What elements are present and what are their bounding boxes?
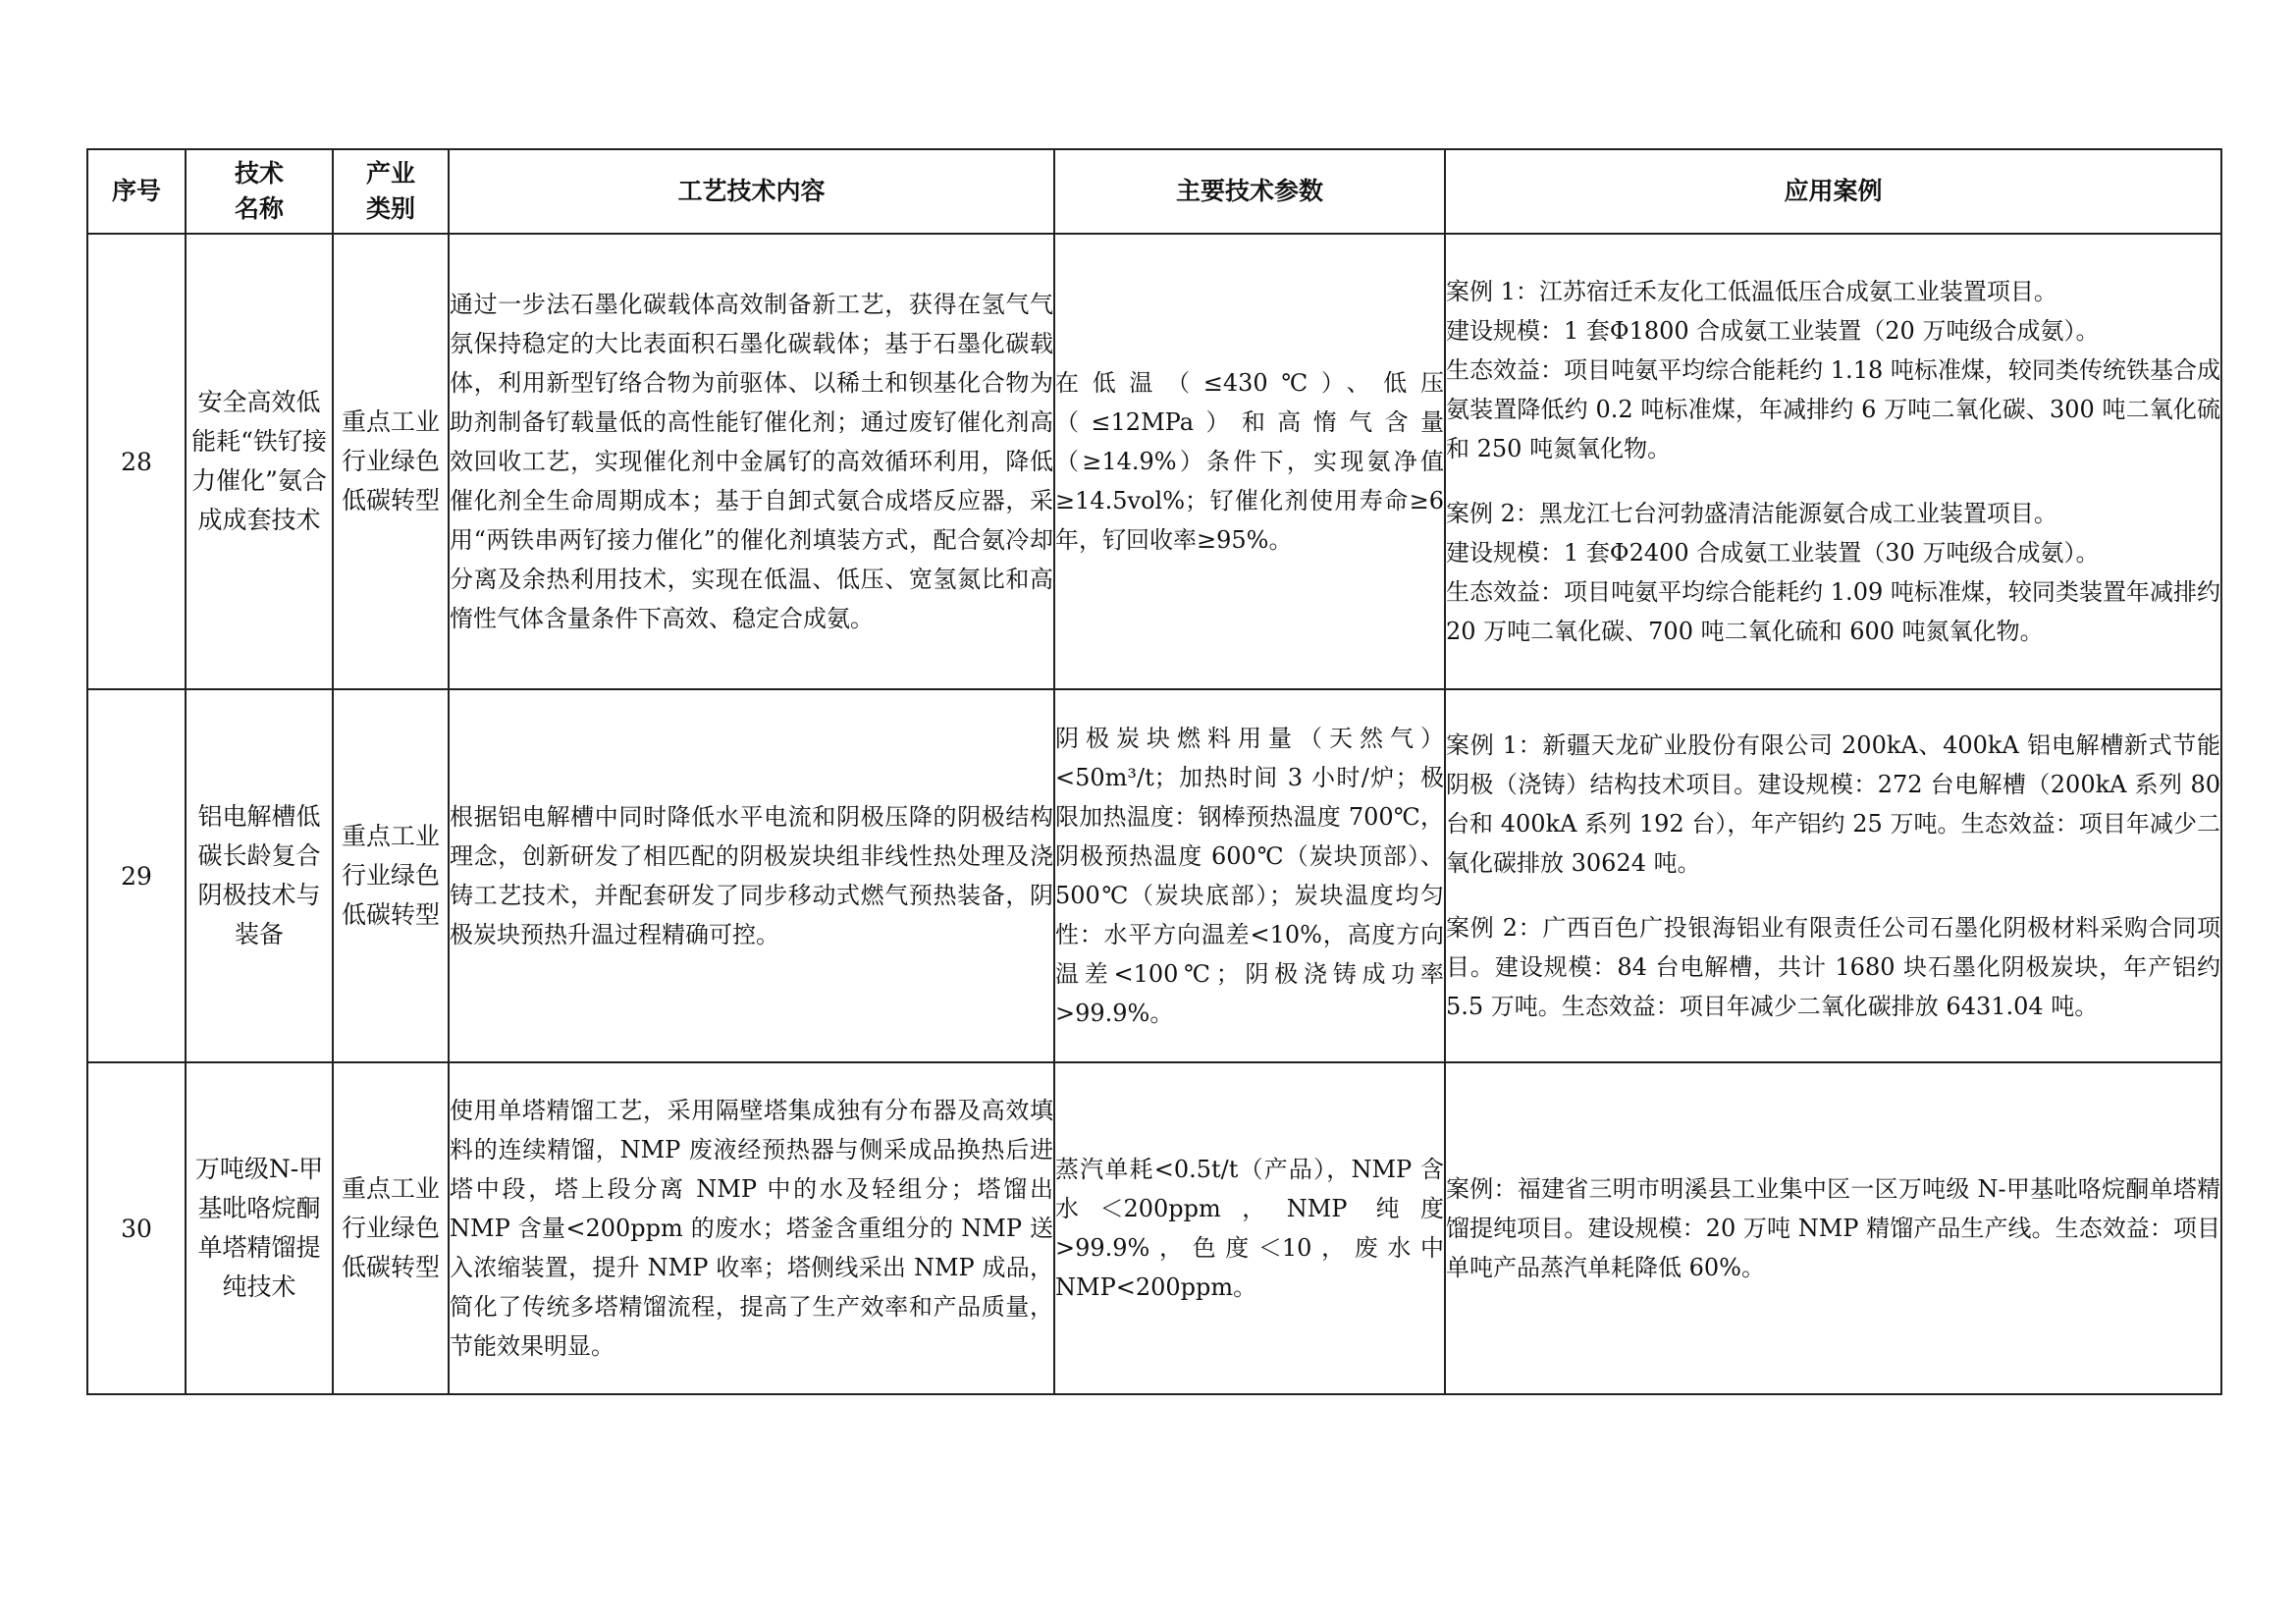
table-row — [87, 689, 2221, 1062]
header-type: 产业 类别 — [333, 149, 449, 234]
case-title: 案例 2：广西百色广投银海铝业有限责任公司石墨化阴极材料采购合同项目。 — [1446, 914, 2220, 981]
case-benefit: 生态效益：项目吨氨平均综合能耗约 1.09 吨标准煤，较同类装置年减排约 20 万吨二氧化碳、700 吨二氧化硫和 600 吨氮氧化物。 — [1446, 578, 2220, 645]
case-scale: 建设规模：84 台电解槽，共计 1680 块石墨化阴极炭块，年产铝约 5.5 万吨。 — [1446, 953, 2220, 1020]
case-scale: 建设规模：20 万吨 NMP 精馏产品生产线。 — [1587, 1215, 2056, 1242]
application-cases — [1445, 234, 2221, 689]
technical-parameters: 蒸汽单耗<0.5t/t（产品），NMP 含水＜200ppm，NMP 纯度>99.9%，色度＜10，废水中 NMP<200ppm。 — [1054, 1062, 1445, 1394]
process-content: 通过一步法石墨化碳载体高效制备新工艺，获得在氢气气氛保持稳定的大比表面积石墨化碳载体；基于石墨化碳载体，利用新型钌络合物为前驱体、以稀土和钡基化合物为助剂制备钌载量低的高性能钌催化剂；通过废钌催化剂高效回收工艺，实现催化剂中金属钌的高效循环利用，降低催化剂全生命周期成本；基于自卸式氨合成塔反应器，采用“两铁串两钌接力催化”的催化剂填装方式，配合氨冷却分离及余热利用技术，实现在低温、低压、宽氢氮比和高惰性气体含量条件下高效、稳定合成氨。 — [449, 234, 1054, 689]
technical-parameters: 阴极炭块燃料用量（天然气）<50m³/t；加热时间 3 小时/炉；极限加热温度：钢棒预热温度 700℃，阴极预热温度 600℃（炭块顶部）、500℃（炭块底部）；炭块温度均匀性：水平方向温差<10%，高度方向温差<100℃；阴极浇铸成功率>99.9%。 — [1054, 689, 1445, 1062]
industry-type: 重点工业行业绿色低碳转型 — [333, 689, 449, 1062]
case-title: 案例：福建省三明市明溪县工业集中区一区万吨级 N-甲基吡咯烷酮单塔精馏提纯项目。 — [1446, 1175, 2220, 1242]
technology-name: 铝电解槽低碳长龄复合阴极技术与装备 — [186, 689, 333, 1062]
case-scale: 建设规模：272 台电解槽（200kA 系列 80 台和 400kA 系列 192 台），年产铝约 25 万吨。 — [1446, 771, 2220, 838]
case-scale: 建设规模：1 套Φ2400 合成氨工业装置（30 万吨级合成氨）。 — [1446, 539, 2100, 567]
table-header-row — [87, 149, 2221, 234]
header-name: 技术 名称 — [186, 149, 333, 234]
technology-table — [86, 148, 2222, 1395]
case-benefit: 生态效益：项目年减少二氧化碳排放 6431.04 吨。 — [1561, 993, 2099, 1020]
case-scale: 建设规模：1 套Φ1800 合成氨工业装置（20 万吨级合成氨）。 — [1446, 317, 2100, 345]
case-benefit: 生态效益：项目年减少二氧化碳排放 30624 吨。 — [1446, 810, 2221, 877]
case-title: 案例 2：黑龙江七台河勃盛清洁能源氨合成工业装置项目。 — [1446, 500, 2057, 527]
header-no: 序号 — [87, 149, 186, 234]
industry-type: 重点工业行业绿色低碳转型 — [333, 1062, 449, 1394]
case-item — [1446, 494, 2220, 651]
case-benefit: 生态效益：项目单吨产品蒸汽单耗降低 60%。 — [1446, 1215, 2221, 1281]
header-process: 工艺技术内容 — [449, 149, 1054, 234]
case-item — [1446, 272, 2220, 468]
application-cases — [1445, 689, 2221, 1062]
case-title: 案例 1：新疆天龙矿业股份有限公司 200kA、400kA 铝电解槽新式节能阴极（浇铸）结构技术项目。 — [1446, 731, 2220, 798]
case-item — [1446, 908, 2220, 1026]
table-row — [87, 1062, 2221, 1394]
industry-type: 重点工业行业绿色低碳转型 — [333, 234, 449, 689]
technical-parameters: 在低温（≤430℃）、低压（≤12MPa）和高惰气含量（≥14.9%）条件下，实现氨净值≥14.5vol%；钌催化剂使用寿命≥6年，钌回收率≥95%。 — [1054, 234, 1445, 689]
header-params: 主要技术参数 — [1054, 149, 1445, 234]
case-benefit: 生态效益：项目吨氨平均综合能耗约 1.18 吨标准煤，较同类传统铁基合成氨装置降低约 0.2 吨标准煤，年减排约 6 万吨二氧化碳、300 吨二氧化硫和 250 吨氮氧化物。 — [1446, 356, 2220, 462]
table-row — [87, 234, 2221, 689]
row-number: 30 — [87, 1062, 186, 1394]
case-item — [1446, 726, 2220, 883]
process-content: 使用单塔精馏工艺，采用隔壁塔集成独有分布器及高效填料的连续精馏，NMP 废液经预热器与侧采成品换热后进塔中段，塔上段分离 NMP 中的水及轻组分；塔馏出 NMP 含量<200ppm 的废水；塔釜含重组分的 NMP 送入浓缩装置，提升 NMP 收率；塔侧线采出 NMP 成品，简化了传统多塔精馏流程，提高了生产效率和产品质量，节能效果明显。 — [449, 1062, 1054, 1394]
row-number: 29 — [87, 689, 186, 1062]
process-content: 根据铝电解槽中同时降低水平电流和阴极压降的阴极结构理念，创新研发了相匹配的阴极炭块组非线性热处理及浇铸工艺技术，并配套研发了同步移动式燃气预热装备，阴极炭块预热升温过程精确可控。 — [449, 689, 1054, 1062]
technology-name: 安全高效低能耗“铁钌接力催化”氨合成成套技术 — [186, 234, 333, 689]
application-cases — [1445, 1062, 2221, 1394]
technology-name: 万吨级N-甲基吡咯烷酮单塔精馏提纯技术 — [186, 1062, 333, 1394]
case-item — [1446, 1169, 2220, 1287]
case-title: 案例 1：江苏宿迁禾友化工低温低压合成氨工业装置项目。 — [1446, 278, 2057, 305]
header-cases: 应用案例 — [1445, 149, 2221, 234]
row-number: 28 — [87, 234, 186, 689]
